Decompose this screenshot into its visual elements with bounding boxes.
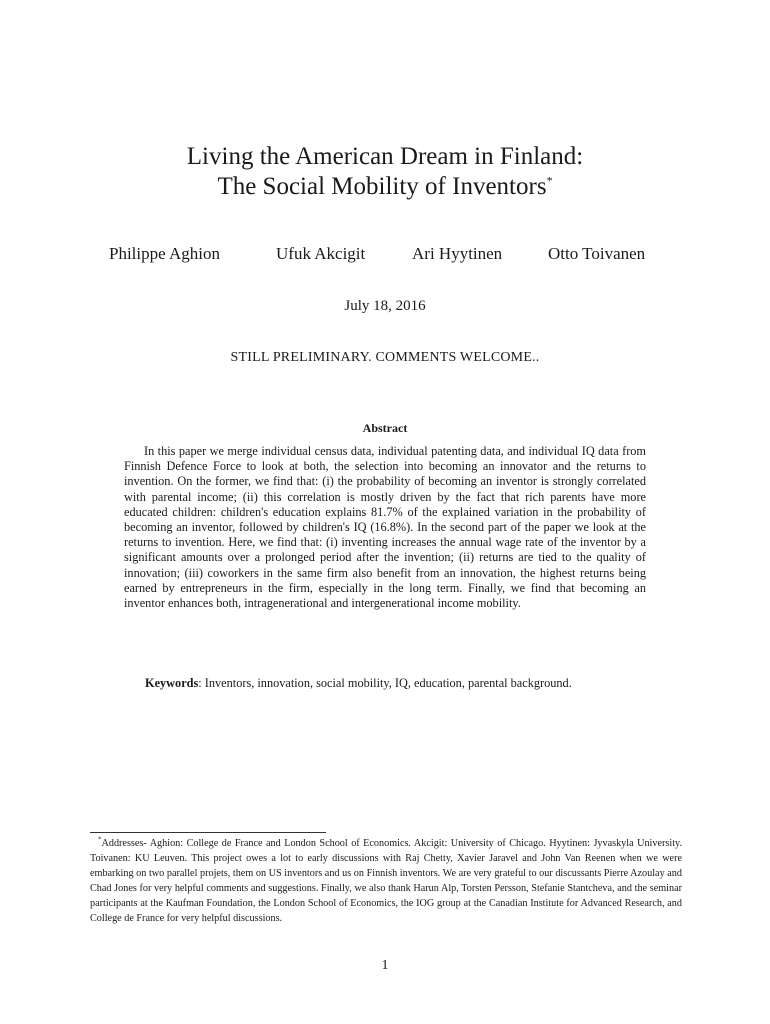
abstract-body: In this paper we merge individual census data, individual patenting data, and individual IQ data from Finnish Defence Force to look at both, the selection into becoming an innovator and the returns to invention. On the former, we find that: (i) the probability of becoming an inventor is strongly correlated with parental income; (ii) this correlation is mostly driven by the fact that rich parents have more educated children: children's education explains 81.7% of the explained variation in the probability of becoming an inventor, followed by children's IQ (16.8%). In the second part of the paper we look at the returns to invention. Here, we find that: (i) inventing increases the annual wage rate of the inventor by a significant amounts over a prolonged period after the invention; (ii) returns are tied to the quality of innovation; (iii) coworkers in the same firm also benefit from an innovation, the highest returns being earned by entrepreneurs in the firm, especially in the long term. Finally, we find that becoming an inventor enhances both, intragenerational and intergenerational income mobility. [124,444,646,611]
keywords-label: Keywords [145,676,199,690]
footnote-text: Addresses- Aghion: College de France and London School of Economics. Akcigit: University of Chicago. Hyytinen: Jyvaskyla University. Toivanen: KU Leuven. This project owes a lot to early discussions with Raj Chetty, Xavier Jaravel and John Van Reenen when we were embarking on two parallel projets, them on US inventors and us on Finnish inventors. We are very grateful to our discussants Pierre Azoulay and Chad Jones for very helpful comments and suggestions. Finally, we also thank Harun Alp, Torsten Persson, Stefanie Stantcheva, and the seminar participants at the Kaufman Foundation, the London School of Economics, the IOG group at the Canadian Institute for Advanced Research, and College de France for very helpful discussions. [90,838,682,925]
title-footnote-marker: * [546,173,553,188]
paper-title [0,142,770,202]
publication-date: July 18, 2016 [344,298,426,314]
title-line-2 [0,172,770,202]
footnote-marker: * [98,835,102,844]
author-akcigit: Ufuk Akcigit [276,244,366,263]
footnote [90,836,682,927]
title-line-2-text: The Social Mobility of Inventors [217,173,547,200]
title-line-1: Living the American Dream in Finland: [186,143,584,170]
keywords-line [145,676,665,691]
abstract-heading: Abstract [362,421,408,435]
author-aghion: Philippe Aghion [109,244,220,263]
preliminary-notice: STILL PRELIMINARY. COMMENTS WELCOME.. [230,350,540,365]
author-toivanen: Otto Toivanen [548,244,646,263]
author-hyytinen: Ari Hyytinen [412,244,503,263]
page-number: 1 [381,958,389,973]
footnote-divider [90,832,326,833]
keywords-text: : Inventors, innovation, social mobility, IQ, education, parental background. [198,676,572,690]
